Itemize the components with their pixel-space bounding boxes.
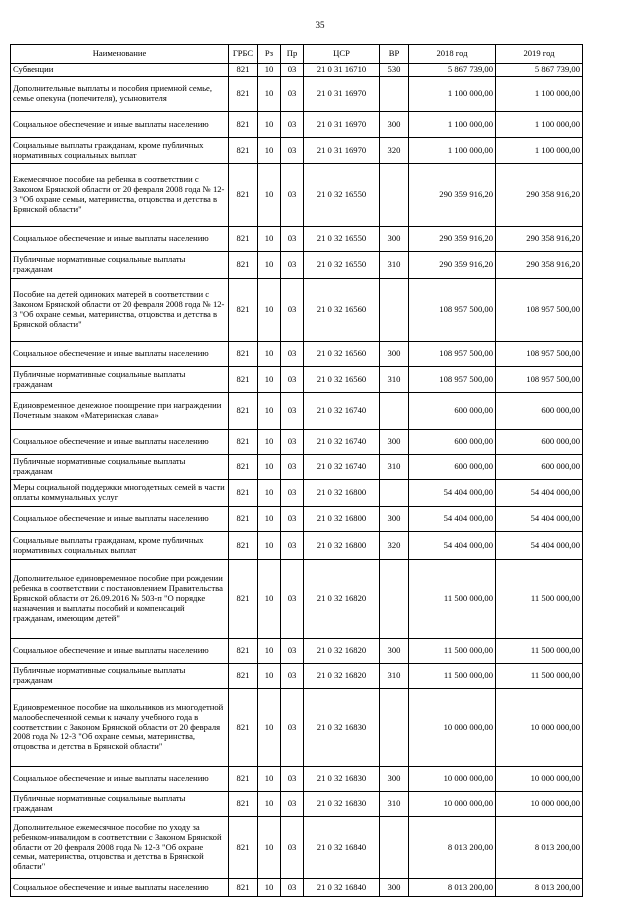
cell-y2019: 54 404 000,00 [496, 532, 583, 560]
table-row [11, 664, 583, 689]
cell-rz: 10 [258, 767, 281, 792]
cell-y2018: 600 000,00 [409, 430, 496, 455]
table-row [11, 112, 583, 138]
cell-csr: 21 0 32 16820 [304, 560, 380, 639]
cell-vr: 300 [380, 227, 409, 252]
cell-pr: 03 [281, 792, 304, 817]
cell-grbs: 821 [229, 342, 258, 367]
page-number: 35 [315, 20, 325, 30]
cell-vr: 320 [380, 138, 409, 164]
cell-csr: 21 0 31 16710 [304, 64, 380, 77]
cell-grbs: 821 [229, 480, 258, 507]
cell-y2019: 11 500 000,00 [496, 664, 583, 689]
cell-rz: 10 [258, 480, 281, 507]
cell-grbs: 821 [229, 77, 258, 112]
cell-csr: 21 0 31 16970 [304, 77, 380, 112]
table-row [11, 64, 583, 77]
table-row [11, 532, 583, 560]
cell-name: Публичные нормативные социальные выплаты гражданам [11, 792, 229, 817]
table-row [11, 342, 583, 367]
cell-name: Публичные нормативные социальные выплаты гражданам [11, 455, 229, 480]
cell-vr: 300 [380, 430, 409, 455]
header-2019: 2019 год [496, 45, 583, 64]
table-row [11, 279, 583, 342]
cell-csr: 21 0 32 16740 [304, 430, 380, 455]
cell-y2019: 1 100 000,00 [496, 112, 583, 138]
cell-grbs: 821 [229, 279, 258, 342]
cell-y2019: 10 000 000,00 [496, 792, 583, 817]
cell-pr: 03 [281, 507, 304, 532]
cell-name: Дополнительное единовременное пособие при рождении ребенка в соответствии с постановлением Правительства Брянской области от 26.09.2016 № 503-п "О порядке назначения и выплаты пособий и компенсаций гражданам, имеющим детей" [11, 560, 229, 639]
cell-pr: 03 [281, 430, 304, 455]
cell-name: Социальное обеспечение и иные выплаты населению [11, 430, 229, 455]
cell-y2019: 108 957 500,00 [496, 342, 583, 367]
cell-y2019: 54 404 000,00 [496, 507, 583, 532]
cell-y2019: 600 000,00 [496, 393, 583, 430]
cell-pr: 03 [281, 480, 304, 507]
cell-name: Социальные выплаты гражданам, кроме публичных нормативных социальных выплат [11, 138, 229, 164]
cell-csr: 21 0 32 16820 [304, 639, 380, 664]
cell-vr [380, 393, 409, 430]
cell-pr: 03 [281, 164, 304, 227]
cell-y2018: 11 500 000,00 [409, 664, 496, 689]
cell-pr: 03 [281, 879, 304, 897]
cell-grbs: 821 [229, 252, 258, 279]
cell-name: Социальное обеспечение и иные выплаты населению [11, 639, 229, 664]
cell-pr: 03 [281, 532, 304, 560]
cell-y2018: 108 957 500,00 [409, 342, 496, 367]
cell-grbs: 821 [229, 164, 258, 227]
cell-rz: 10 [258, 279, 281, 342]
cell-y2019: 8 013 200,00 [496, 879, 583, 897]
cell-csr: 21 0 31 16970 [304, 112, 380, 138]
table-row [11, 879, 583, 897]
cell-y2019: 5 867 739,00 [496, 64, 583, 77]
cell-name: Социальное обеспечение и иные выплаты населению [11, 767, 229, 792]
cell-y2018: 10 000 000,00 [409, 689, 496, 767]
cell-grbs: 821 [229, 507, 258, 532]
cell-grbs: 821 [229, 879, 258, 897]
cell-pr: 03 [281, 664, 304, 689]
cell-vr: 300 [380, 507, 409, 532]
cell-rz: 10 [258, 430, 281, 455]
cell-y2019: 10 000 000,00 [496, 767, 583, 792]
cell-y2019: 600 000,00 [496, 455, 583, 480]
cell-vr: 300 [380, 112, 409, 138]
cell-y2018: 600 000,00 [409, 393, 496, 430]
cell-rz: 10 [258, 64, 281, 77]
header-2018: 2018 год [409, 45, 496, 64]
cell-csr: 21 0 32 16740 [304, 393, 380, 430]
cell-rz: 10 [258, 507, 281, 532]
cell-y2019: 1 100 000,00 [496, 138, 583, 164]
table-row [11, 507, 583, 532]
table-row [11, 639, 583, 664]
table-row [11, 480, 583, 507]
cell-rz: 10 [258, 689, 281, 767]
cell-y2018: 11 500 000,00 [409, 639, 496, 664]
cell-rz: 10 [258, 252, 281, 279]
cell-csr: 21 0 32 16840 [304, 817, 380, 879]
table-header-row [11, 45, 583, 64]
cell-grbs: 821 [229, 560, 258, 639]
cell-y2019: 11 500 000,00 [496, 560, 583, 639]
header-vr: ВР [380, 45, 409, 64]
cell-csr: 21 0 32 16830 [304, 792, 380, 817]
cell-csr: 21 0 32 16550 [304, 252, 380, 279]
cell-y2018: 1 100 000,00 [409, 112, 496, 138]
cell-grbs: 821 [229, 227, 258, 252]
cell-csr: 21 0 32 16560 [304, 367, 380, 393]
cell-vr: 300 [380, 879, 409, 897]
cell-rz: 10 [258, 138, 281, 164]
cell-y2018: 1 100 000,00 [409, 77, 496, 112]
cell-name: Социальное обеспечение и иные выплаты населению [11, 227, 229, 252]
budget-table [10, 44, 583, 897]
table-row [11, 767, 583, 792]
cell-csr: 21 0 31 16970 [304, 138, 380, 164]
cell-rz: 10 [258, 77, 281, 112]
header-name: Наименование [11, 45, 229, 64]
cell-name: Ежемесячное пособие на ребенка в соответствии с Законом Брянской области от 20 февраля 2008 года № 12-3 "Об охране семьи, материнства, отцовства и детства в Брянской области" [11, 164, 229, 227]
cell-vr: 310 [380, 664, 409, 689]
cell-y2019: 290 358 916,20 [496, 164, 583, 227]
cell-y2018: 11 500 000,00 [409, 560, 496, 639]
cell-name: Социальное обеспечение и иные выплаты населению [11, 879, 229, 897]
cell-y2018: 5 867 739,00 [409, 64, 496, 77]
cell-pr: 03 [281, 77, 304, 112]
cell-csr: 21 0 32 16800 [304, 480, 380, 507]
cell-name: Субвенции [11, 64, 229, 77]
cell-y2019: 290 358 916,20 [496, 227, 583, 252]
cell-name: Социальное обеспечение и иные выплаты населению [11, 112, 229, 138]
cell-y2018: 290 359 916,20 [409, 252, 496, 279]
cell-grbs: 821 [229, 64, 258, 77]
cell-y2019: 8 013 200,00 [496, 817, 583, 879]
cell-grbs: 821 [229, 393, 258, 430]
cell-rz: 10 [258, 532, 281, 560]
cell-pr: 03 [281, 227, 304, 252]
cell-pr: 03 [281, 639, 304, 664]
cell-grbs: 821 [229, 664, 258, 689]
table-row [11, 367, 583, 393]
cell-csr: 21 0 32 16550 [304, 227, 380, 252]
cell-name: Публичные нормативные социальные выплаты гражданам [11, 367, 229, 393]
cell-csr: 21 0 32 16820 [304, 664, 380, 689]
cell-pr: 03 [281, 817, 304, 879]
cell-vr [380, 480, 409, 507]
cell-vr [380, 689, 409, 767]
cell-y2018: 10 000 000,00 [409, 767, 496, 792]
cell-y2019: 108 957 500,00 [496, 367, 583, 393]
cell-name: Меры социальной поддержки многодетных семей в части оплаты коммунальных услуг [11, 480, 229, 507]
cell-y2019: 108 957 500,00 [496, 279, 583, 342]
cell-pr: 03 [281, 138, 304, 164]
table-row [11, 164, 583, 227]
cell-y2018: 1 100 000,00 [409, 138, 496, 164]
cell-vr [380, 279, 409, 342]
cell-vr: 300 [380, 767, 409, 792]
cell-rz: 10 [258, 560, 281, 639]
cell-grbs: 821 [229, 138, 258, 164]
cell-grbs: 821 [229, 455, 258, 480]
cell-y2018: 8 013 200,00 [409, 879, 496, 897]
cell-y2018: 108 957 500,00 [409, 279, 496, 342]
cell-y2018: 54 404 000,00 [409, 532, 496, 560]
cell-csr: 21 0 32 16830 [304, 767, 380, 792]
cell-grbs: 821 [229, 689, 258, 767]
cell-rz: 10 [258, 342, 281, 367]
cell-y2019: 1 100 000,00 [496, 77, 583, 112]
cell-y2019: 10 000 000,00 [496, 689, 583, 767]
cell-pr: 03 [281, 393, 304, 430]
cell-grbs: 821 [229, 767, 258, 792]
table-row [11, 689, 583, 767]
cell-name: Публичные нормативные социальные выплаты гражданам [11, 252, 229, 279]
cell-grbs: 821 [229, 639, 258, 664]
cell-rz: 10 [258, 112, 281, 138]
cell-name: Социальное обеспечение и иные выплаты населению [11, 342, 229, 367]
cell-vr: 530 [380, 64, 409, 77]
cell-y2019: 290 358 916,20 [496, 252, 583, 279]
cell-vr: 320 [380, 532, 409, 560]
cell-csr: 21 0 32 16560 [304, 279, 380, 342]
cell-rz: 10 [258, 639, 281, 664]
cell-y2018: 290 359 916,20 [409, 164, 496, 227]
cell-csr: 21 0 32 16840 [304, 879, 380, 897]
cell-csr: 21 0 32 16800 [304, 507, 380, 532]
cell-grbs: 821 [229, 817, 258, 879]
header-grbs: ГРБС [229, 45, 258, 64]
header-rz: Рз [258, 45, 281, 64]
cell-csr: 21 0 32 16550 [304, 164, 380, 227]
cell-pr: 03 [281, 767, 304, 792]
cell-vr [380, 164, 409, 227]
header-csr: ЦСР [304, 45, 380, 64]
cell-name: Пособие на детей одиноких матерей в соответствии с Законом Брянской области от 20 февраля 2008 года № 12-3 "Об охране семьи, материнства, отцовства и детства в Брянской области" [11, 279, 229, 342]
cell-rz: 10 [258, 792, 281, 817]
cell-csr: 21 0 32 16800 [304, 532, 380, 560]
cell-y2018: 600 000,00 [409, 455, 496, 480]
cell-pr: 03 [281, 279, 304, 342]
cell-rz: 10 [258, 879, 281, 897]
cell-y2019: 54 404 000,00 [496, 480, 583, 507]
cell-vr: 310 [380, 252, 409, 279]
cell-y2018: 54 404 000,00 [409, 507, 496, 532]
cell-grbs: 821 [229, 792, 258, 817]
table-row [11, 227, 583, 252]
cell-rz: 10 [258, 664, 281, 689]
table-row [11, 455, 583, 480]
cell-pr: 03 [281, 252, 304, 279]
cell-vr: 310 [380, 792, 409, 817]
table-row [11, 138, 583, 164]
cell-y2019: 11 500 000,00 [496, 639, 583, 664]
cell-csr: 21 0 32 16740 [304, 455, 380, 480]
table-row [11, 817, 583, 879]
cell-pr: 03 [281, 112, 304, 138]
cell-y2018: 54 404 000,00 [409, 480, 496, 507]
cell-grbs: 821 [229, 430, 258, 455]
cell-vr: 310 [380, 455, 409, 480]
cell-y2018: 290 359 916,20 [409, 227, 496, 252]
cell-name: Дополнительные выплаты и пособия приемной семье, семье опекуна (попечителя), усыновителя [11, 77, 229, 112]
cell-vr: 300 [380, 342, 409, 367]
cell-vr [380, 817, 409, 879]
cell-y2018: 8 013 200,00 [409, 817, 496, 879]
cell-vr [380, 560, 409, 639]
cell-name: Социальное обеспечение и иные выплаты населению [11, 507, 229, 532]
table-row [11, 430, 583, 455]
cell-pr: 03 [281, 560, 304, 639]
cell-name: Социальные выплаты гражданам, кроме публичных нормативных социальных выплат [11, 532, 229, 560]
cell-rz: 10 [258, 455, 281, 480]
cell-rz: 10 [258, 367, 281, 393]
cell-vr [380, 77, 409, 112]
cell-y2018: 108 957 500,00 [409, 367, 496, 393]
cell-pr: 03 [281, 455, 304, 480]
cell-grbs: 821 [229, 112, 258, 138]
cell-pr: 03 [281, 342, 304, 367]
cell-name: Единовременное пособие на школьников из многодетной малообеспеченной семьи к началу учебного года в соответствии с Законом Брянской области от 20 февраля 2008 года № 12-3 "Об охране семьи, материнства, отцовства и детства в Брянской области" [11, 689, 229, 767]
cell-pr: 03 [281, 689, 304, 767]
cell-csr: 21 0 32 16560 [304, 342, 380, 367]
cell-y2018: 10 000 000,00 [409, 792, 496, 817]
cell-csr: 21 0 32 16830 [304, 689, 380, 767]
table-row [11, 393, 583, 430]
table-row [11, 252, 583, 279]
header-pr: Пр [281, 45, 304, 64]
cell-grbs: 821 [229, 367, 258, 393]
table-row [11, 560, 583, 639]
cell-pr: 03 [281, 367, 304, 393]
cell-rz: 10 [258, 817, 281, 879]
cell-name: Публичные нормативные социальные выплаты гражданам [11, 664, 229, 689]
cell-vr: 300 [380, 639, 409, 664]
cell-name: Единовременное денежное поощрение при награждении Почетным знаком «Материнская слава» [11, 393, 229, 430]
cell-y2019: 600 000,00 [496, 430, 583, 455]
cell-pr: 03 [281, 64, 304, 77]
cell-name: Дополнительное ежемесячное пособие по уходу за ребенком-инвалидом в соответствии с Законом Брянской области от 20 февраля 2008 года № 12-3 "Об охране семьи, материнства, отцовства и детства в Брянской области" [11, 817, 229, 879]
cell-rz: 10 [258, 164, 281, 227]
table-row [11, 77, 583, 112]
table-row [11, 792, 583, 817]
cell-vr: 310 [380, 367, 409, 393]
cell-rz: 10 [258, 227, 281, 252]
cell-grbs: 821 [229, 532, 258, 560]
cell-rz: 10 [258, 393, 281, 430]
